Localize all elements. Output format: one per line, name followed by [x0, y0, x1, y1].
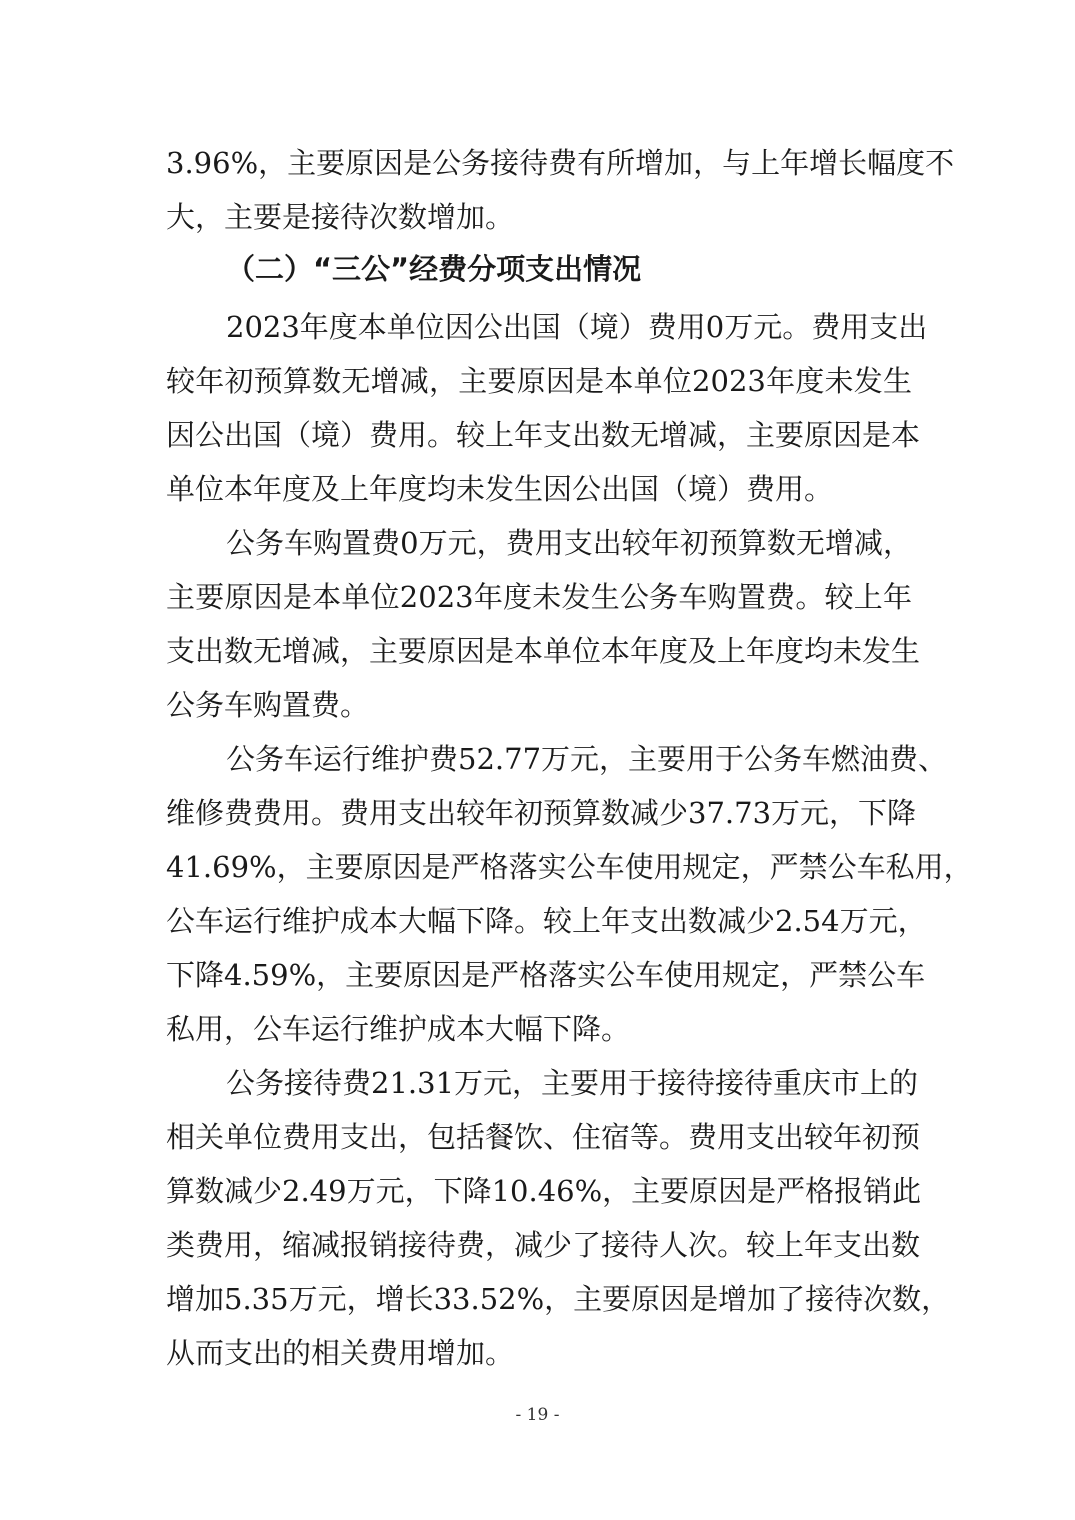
body-line: 下降4.59%，主要原因是严格落实公车使用规定，严禁公车 [166, 958, 926, 992]
body-line: 大，主要是接待次数增加。 [166, 200, 515, 234]
body-line: 单位本年度及上年度均未发生因公出国（境）费用。 [166, 472, 834, 506]
body-line: 从而支出的相关费用增加。 [166, 1336, 515, 1370]
body-line: 算数减少2.49万元，下降10.46%，主要原因是严格报销此 [166, 1174, 922, 1208]
body-line: 3.96%，主要原因是公务接待费有所增加，与上年增长幅度不 [166, 146, 955, 180]
body-line: 公务车购置费。 [166, 688, 370, 722]
section-heading: （二）“三公”经费分项支出情况 [226, 252, 642, 286]
body-line: 私用，公车运行维护成本大幅下降。 [166, 1012, 631, 1046]
page-number: - 19 - [515, 1405, 560, 1425]
body-line: 2023年度本单位因公出国（境）费用0万元。费用支出 [226, 310, 928, 344]
body-line: 支出数无增减，主要原因是本单位本年度及上年度均未发生 [166, 634, 921, 668]
body-line: 公务车购置费0万元，费用支出较年初预算数无增减， [226, 526, 912, 560]
body-line: 相关单位费用支出，包括餐饮、住宿等。费用支出较年初预 [166, 1120, 921, 1154]
body-line: 增加5.35万元，增长33.52%，主要原因是增加了接待次数， [166, 1282, 951, 1316]
body-line: 41.69%，主要原因是严格落实公车使用规定，严禁公车私用， [166, 850, 973, 884]
body-line: 公务接待费21.31万元，主要用于接待接待重庆市上的 [226, 1066, 919, 1100]
body-line: 维修费费用。费用支出较年初预算数减少37.73万元，下降 [166, 796, 917, 830]
body-line: 类费用，缩减报销接待费，减少了接待人次。较上年支出数 [166, 1228, 921, 1262]
body-line: 主要原因是本单位2023年度未发生公务车购置费。较上年 [166, 580, 912, 614]
body-line: 较年初预算数无增减，主要原因是本单位2023年度未发生 [166, 364, 912, 398]
body-line: 公务车运行维护费52.77万元，主要用于公务车燃油费、 [226, 742, 948, 776]
body-line: 因公出国（境）费用。较上年支出数无增减，主要原因是本 [166, 418, 921, 452]
body-line: 公车运行维护成本大幅下降。较上年支出数减少2.54万元， [166, 904, 927, 938]
